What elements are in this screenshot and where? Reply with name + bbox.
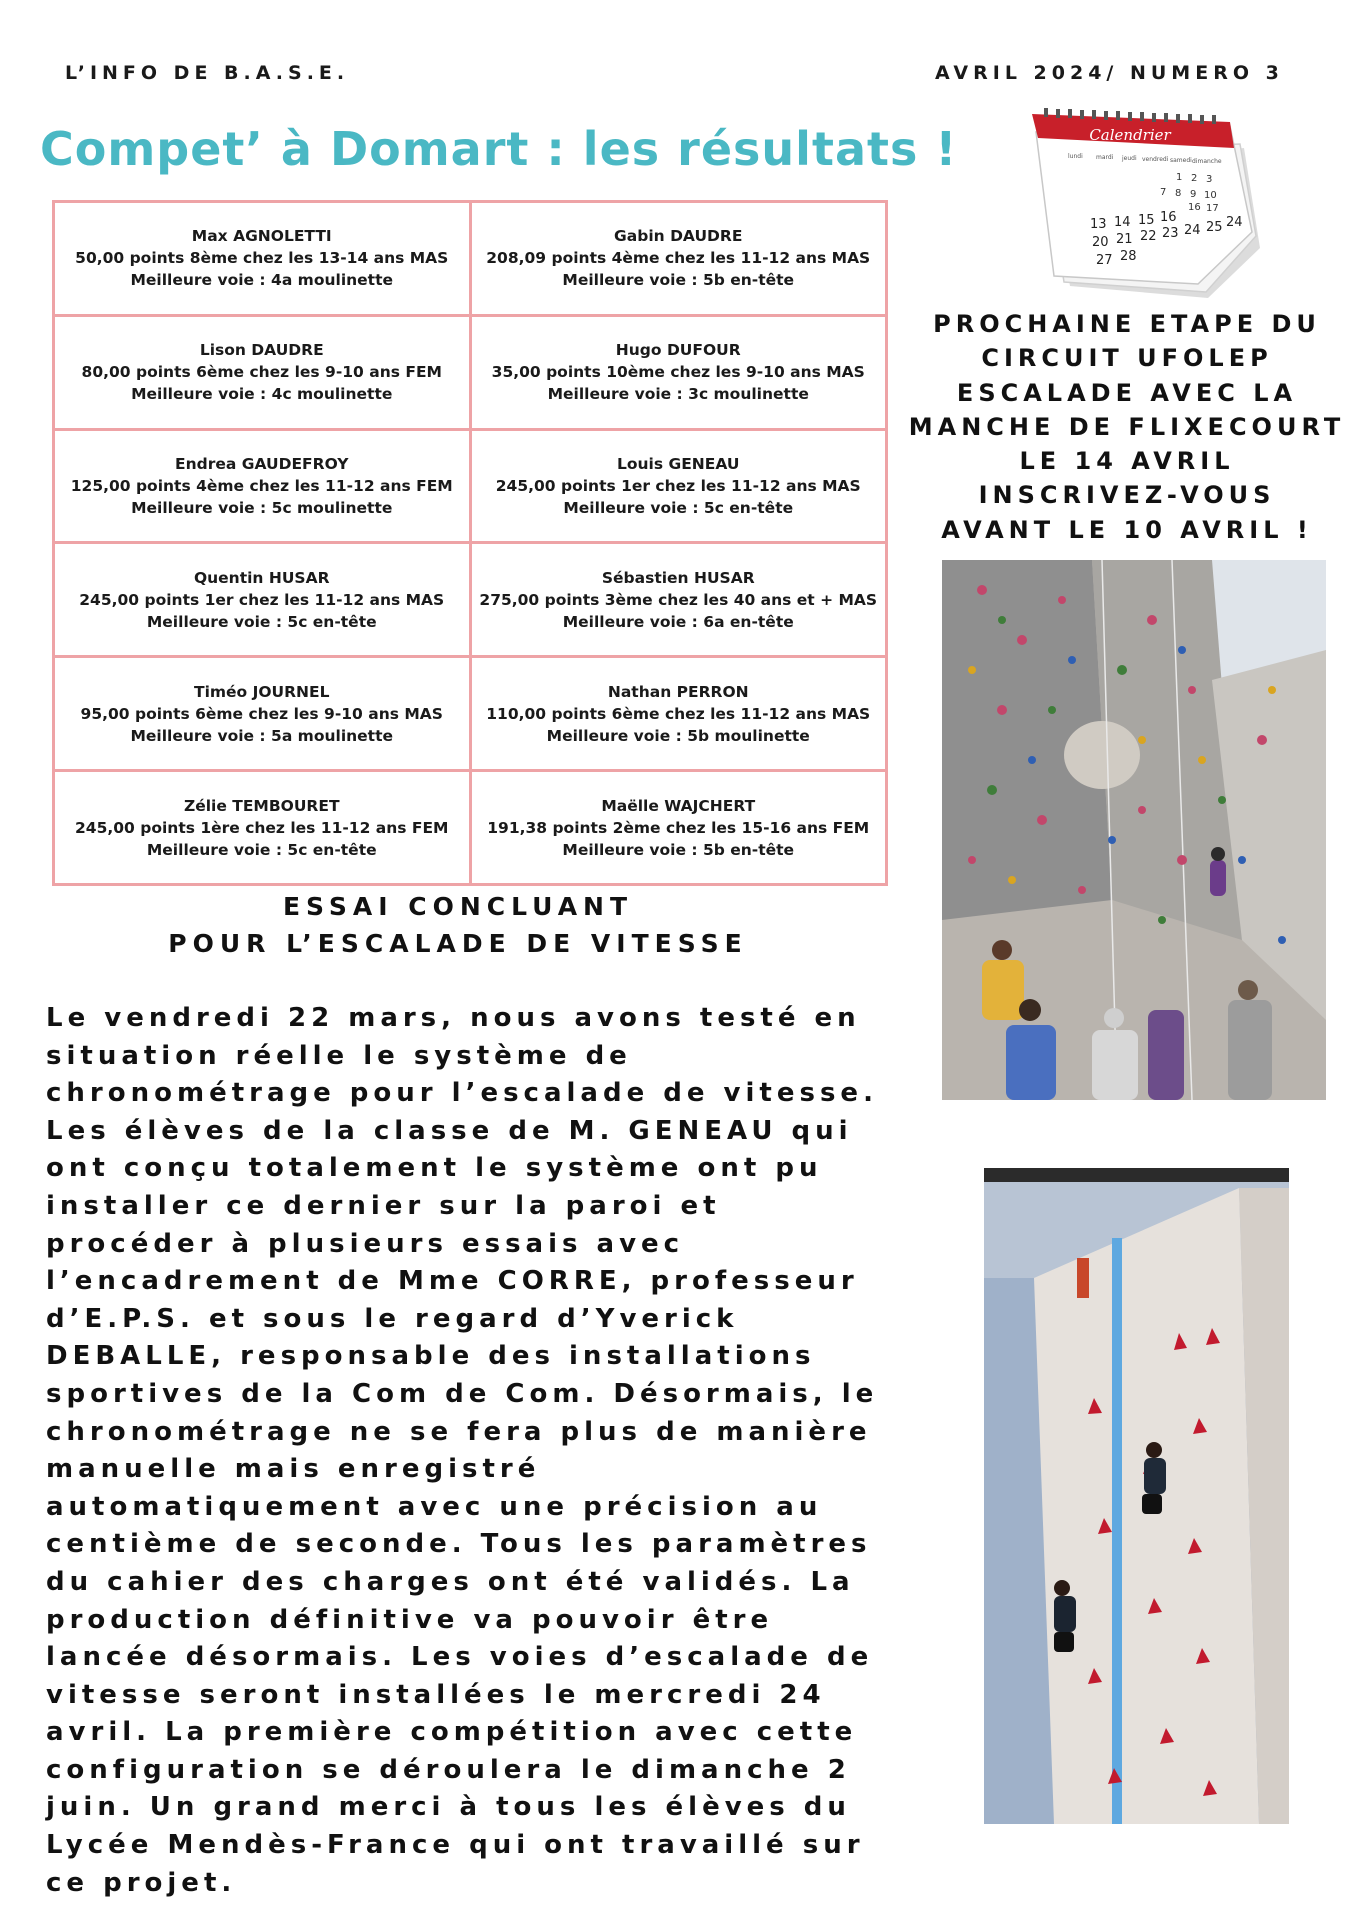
calendar-day: 24 <box>1226 215 1243 230</box>
calendar-day: 16 <box>1188 202 1201 213</box>
result-cell <box>470 315 887 429</box>
climber-best-route: Meilleure voie : 5a moulinette <box>130 726 394 745</box>
climber-name: Timéo JOURNEL <box>194 682 330 701</box>
climber-best-route: Meilleure voie : 5b moulinette <box>546 726 810 745</box>
result-cell <box>470 429 887 543</box>
article-line: DEBALLE, responsable des installations <box>46 1341 816 1372</box>
calendar-label: Calendrier <box>1089 126 1171 144</box>
calendar-day: 13 <box>1090 217 1107 232</box>
result-cell <box>470 543 887 657</box>
next-stage-announcement <box>900 307 1354 547</box>
climber-score: 95,00 points 6ème chez les 9-10 ans MAS <box>80 704 443 723</box>
climber-score: 80,00 points 6ème chez les 9-10 ans FEM <box>81 363 442 382</box>
announcement-line: ESCALADE AVEC LA <box>956 378 1298 407</box>
calendar-day: 22 <box>1140 229 1157 244</box>
calendar-day: 1 <box>1176 172 1183 183</box>
climber-best-route: Meilleure voie : 5c moulinette <box>131 499 393 518</box>
article-line: situation réelle le système de <box>46 1040 632 1071</box>
article-line: ont conçu totalement le système ont pu <box>46 1153 823 1184</box>
climber-name: Lison DAUDRE <box>199 341 324 360</box>
calendar-day: 27 <box>1096 253 1113 268</box>
climber-score: 245,00 points 1er chez les 11-12 ans MAS <box>495 477 861 496</box>
speed-wall-photo <box>984 1168 1289 1824</box>
climber-name: Zélie TEMBOURET <box>183 796 340 815</box>
climber-name: Sébastien HUSAR <box>601 568 755 587</box>
results-row <box>54 315 887 429</box>
calendar-day: 20 <box>1092 235 1109 250</box>
result-cell <box>54 771 471 885</box>
climber-score: 245,00 points 1er chez les 11-12 ans MAS <box>79 590 445 609</box>
page-title: Compet’ à Domart : les résultats ! <box>40 122 958 176</box>
article-line: chronométrage ne se fera plus de manière <box>46 1416 872 1447</box>
article-line: automatiquement avec une précision au <box>46 1491 823 1522</box>
calendar-day: 25 <box>1206 220 1223 235</box>
result-cell <box>54 429 471 543</box>
calendar-weekday: samedi <box>1170 157 1192 164</box>
article-line: configuration se déroulera le dimanche 2 <box>46 1754 851 1785</box>
article-line: production définitive va pouvoir être <box>46 1604 774 1635</box>
climber-name: Louis GENEAU <box>617 455 740 474</box>
climber-best-route: Meilleure voie : 3c moulinette <box>547 385 809 404</box>
climber-name: Gabin DAUDRE <box>614 227 743 246</box>
calendar-icon <box>1030 108 1280 304</box>
climber-name: Nathan PERRON <box>607 682 749 701</box>
calendar-day: 8 <box>1175 188 1182 199</box>
article-line: vitesse seront installées le mercredi 24 <box>46 1679 826 1710</box>
calendar-day: 15 <box>1138 213 1155 228</box>
calendar-page <box>1036 126 1252 284</box>
climber-best-route: Meilleure voie : 5c en-tête <box>146 612 377 631</box>
article-line: manuelle mais enregistré <box>46 1454 541 1485</box>
climber-score: 275,00 points 3ème chez les 40 ans et + MAS <box>479 590 878 609</box>
climber-name: Quentin HUSAR <box>193 568 330 587</box>
calendar-day: 10 <box>1204 190 1217 201</box>
calendar-day: 24 <box>1184 223 1201 238</box>
article-line: installer ce dernier sur la paroi et <box>46 1190 721 1221</box>
article-line: Le vendredi 22 mars, nous avons testé en <box>46 1003 861 1033</box>
article-line: l’encadrement de Mme CORRE, professeur <box>46 1266 859 1297</box>
climber-score: 125,00 points 4ème chez les 11-12 ans FEM <box>70 477 453 496</box>
calendar-weekday: mardi <box>1096 154 1114 161</box>
results-row <box>54 543 887 657</box>
article-line: sportives de la Com de Com. Désormais, le <box>46 1378 879 1409</box>
section-heading-line-1: ESSAI CONCLUANT <box>282 892 634 921</box>
announcement-line: PROCHAINE ETAPE DU <box>933 310 1321 338</box>
climber-score: 35,00 points 10ème chez les 9-10 ans MAS <box>491 363 865 382</box>
article-line: juin. Un grand merci à tous les élèves du <box>46 1792 851 1823</box>
climber-name: Max AGNOLETTI <box>191 227 332 246</box>
climber-best-route: Meilleure voie : 5b en-tête <box>562 840 795 859</box>
climber-name: Endrea GAUDEFROY <box>175 455 349 474</box>
results-table <box>52 200 888 886</box>
calendar-weekday: vendredi <box>1142 156 1169 163</box>
article-line: lancée désormais. Les voies d’escalade de <box>46 1642 874 1673</box>
result-cell <box>54 315 471 429</box>
article-line: ce projet. <box>46 1867 237 1898</box>
article-line: Les élèves de la classe de M. GENEAU qui <box>46 1115 853 1146</box>
climber-score: 191,38 points 2ème chez les 15-16 ans FEM <box>487 818 870 837</box>
calendar-day: 14 <box>1114 215 1131 230</box>
results-row <box>54 202 887 316</box>
article-line: chronométrage pour l’escalade de vitesse. <box>46 1078 878 1109</box>
results-row <box>54 429 887 543</box>
result-cell <box>54 657 471 771</box>
calendar-day: 3 <box>1206 174 1213 185</box>
article-line: du cahier des charges ont été validés. La <box>46 1566 855 1597</box>
section-heading-line-2: POUR L’ESCALADE DE VITESSE <box>168 929 748 958</box>
climber-best-route: Meilleure voie : 5b en-tête <box>562 271 795 290</box>
article-line: Lycée Mendès-France qui ont travaillé sur <box>46 1830 865 1861</box>
calendar-day: 28 <box>1120 249 1137 264</box>
article-line: procéder à plusieurs essais avec <box>46 1228 685 1259</box>
calendar-weekday: jeudi <box>1122 155 1137 162</box>
announcement-line: LE 14 AVRIL <box>1019 447 1235 476</box>
result-cell <box>54 202 471 316</box>
results-row <box>54 657 887 771</box>
announcement-line: MANCHE DE FLIXECOURT <box>908 412 1346 441</box>
climber-score: 50,00 points 8ème chez les 13-14 ans MAS <box>75 249 449 268</box>
results-row <box>54 771 887 885</box>
climbing-gym-photo <box>942 560 1326 1100</box>
issue-date: AVRIL 2024/ NUMERO 3 <box>935 62 1284 84</box>
climber-score: 245,00 points 1ère chez les 11-12 ans FEM <box>75 818 449 837</box>
calendar-day: 21 <box>1116 232 1133 247</box>
article-line: centième de seconde. Tous les paramètres <box>46 1529 872 1560</box>
climber-best-route: Meilleure voie : 4a moulinette <box>130 271 394 290</box>
climber-name: Maëlle WAJCHERT <box>601 796 756 815</box>
calendar-weekday: dimanche <box>1192 158 1222 165</box>
announcement-line: AVANT LE 10 AVRIL ! <box>941 515 1313 544</box>
calendar-day: 9 <box>1190 189 1197 200</box>
climber-best-route: Meilleure voie : 5c en-tête <box>146 840 377 859</box>
announcement-line: INSCRIVEZ-VOUS <box>978 481 1276 510</box>
climber-name: Hugo DUFOUR <box>615 341 741 360</box>
climbing-gym-illustration <box>942 560 1326 1100</box>
calendar-day: 23 <box>1162 226 1179 241</box>
climber-best-route: Meilleure voie : 5c en-tête <box>563 499 794 518</box>
article-body <box>46 1000 926 1902</box>
speed-wall-illustration <box>984 1168 1289 1824</box>
calendar-day: 2 <box>1191 173 1198 184</box>
article-line: avril. La première compétition avec cette <box>46 1717 858 1748</box>
newsletter-name: L’INFO DE B.A.S.E. <box>65 62 350 84</box>
climber-score: 208,09 points 4ème chez les 11-12 ans MAS <box>486 249 871 268</box>
calendar-day: 16 <box>1160 210 1177 225</box>
result-cell <box>470 657 887 771</box>
climber-best-route: Meilleure voie : 6a en-tête <box>562 612 794 631</box>
result-cell <box>470 771 887 885</box>
announcement-line: CIRCUIT UFOLEP <box>981 344 1273 373</box>
result-cell <box>54 543 471 657</box>
calendar-day: 7 <box>1160 187 1167 198</box>
climber-score: 110,00 points 6ème chez les 11-12 ans MAS <box>486 704 871 723</box>
result-cell <box>470 202 887 316</box>
climber-best-route: Meilleure voie : 4c moulinette <box>131 385 393 404</box>
article-line: d’E.P.S. et sous le regard d’Yverick <box>46 1303 739 1334</box>
calendar-day: 17 <box>1206 203 1219 214</box>
calendar-weekday: lundi <box>1068 153 1083 160</box>
